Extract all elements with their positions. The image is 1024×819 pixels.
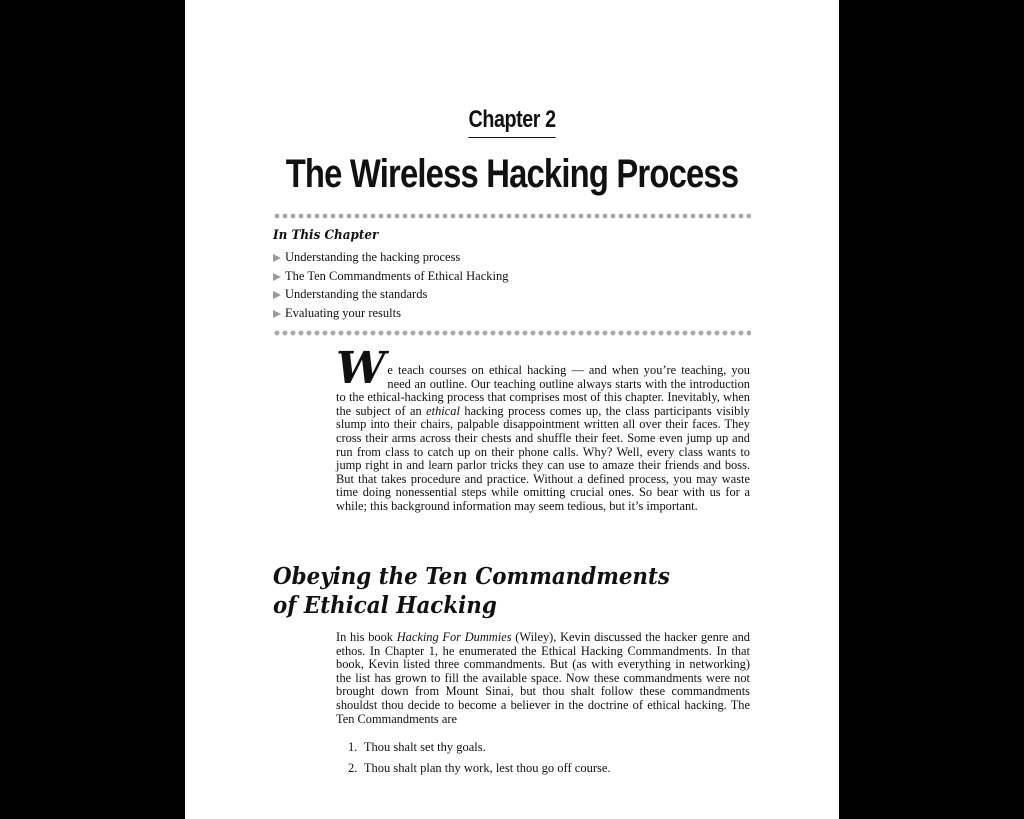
book-title: Hacking For Dummies xyxy=(396,630,512,644)
triangle-bullet-icon xyxy=(273,273,281,281)
section-heading-line1: Obeying the Ten Commandments xyxy=(273,563,670,590)
commandment-text: Thou shalt plan thy work, lest thou go off course. xyxy=(363,761,611,775)
commandment-text: Thou shalt set thy goals. xyxy=(363,740,486,754)
triangle-bullet-icon xyxy=(273,291,281,299)
intro-text-part1: e teach courses on ethical hacking — and when you’re teaching, you need an outline. Our teaching outline always starts with the introduction to the ethical-hacking process that comprises most of this chapter. Inevitably, when the subject of an xyxy=(336,363,750,418)
list-item xyxy=(273,248,509,267)
commandment-number: 2. xyxy=(348,761,358,775)
chapter-title: The Wireless Hacking Process xyxy=(285,152,739,196)
section-paragraph xyxy=(336,631,750,726)
commandment-item xyxy=(348,739,611,760)
list-item-text: Understanding the standards xyxy=(285,287,428,301)
intro-paragraph xyxy=(336,343,750,514)
dotted-divider-bottom xyxy=(273,330,751,336)
section-text-part2: (Wiley), Kevin discussed the hacker genre and ethos. In Chapter 1, he enumerated the Ethical Hacking Commandments. In that book, Kevin listed three commandments. But (as with everything in networking) the list has grown to fill the available space. Now these commandments were not brought down from Mount Sinai, but thou shalt follow these commandments shouldst thou decide to become a believer in the doctrine of ethical hacking. The Ten Commandments are xyxy=(336,630,751,726)
section-heading xyxy=(273,562,719,620)
section-heading-line2: of Ethical Hacking xyxy=(273,592,497,619)
in-this-chapter-heading: In This Chapter xyxy=(273,228,379,243)
list-item-text: Evaluating your results xyxy=(285,305,401,320)
section-text-part1: In his book xyxy=(336,630,397,644)
commandments-list xyxy=(348,739,611,781)
chapter-label xyxy=(185,105,839,138)
intro-text-part2: hacking process comes up, the class participants visibly slump into their chairs, palpable disappointment written all over their faces. They cross their arms across their chests and shuffle their feet. Some even jump up and run from class to catch up on their phone calls. Why? Well, every class wants to jump right in and learn parlor tricks they can use to amaze their friends and boss. But that takes procedure and practice. Without a defined process, you may waste time doing nonessential steps while omitting crucial ones. So bear with us for a while; this background information may seem tedious, but it’s important. xyxy=(336,403,750,513)
triangle-bullet-icon xyxy=(273,310,281,318)
list-item xyxy=(273,304,509,323)
intro-emphasis: ethical xyxy=(426,403,460,418)
chapter-contents-list xyxy=(273,248,509,322)
book-page xyxy=(185,0,839,819)
chapter-number: Chapter 2 xyxy=(468,105,555,138)
list-item-text: Understanding the hacking process xyxy=(285,250,461,264)
dotted-divider-top xyxy=(273,213,751,219)
list-item-text: The Ten Commandments of Ethical Hacking xyxy=(285,268,509,283)
triangle-bullet-icon xyxy=(273,254,281,262)
commandment-item xyxy=(348,760,611,781)
drop-cap: W xyxy=(336,343,386,394)
commandment-number: 1. xyxy=(348,740,358,754)
list-item xyxy=(273,267,509,286)
list-item xyxy=(273,285,509,304)
